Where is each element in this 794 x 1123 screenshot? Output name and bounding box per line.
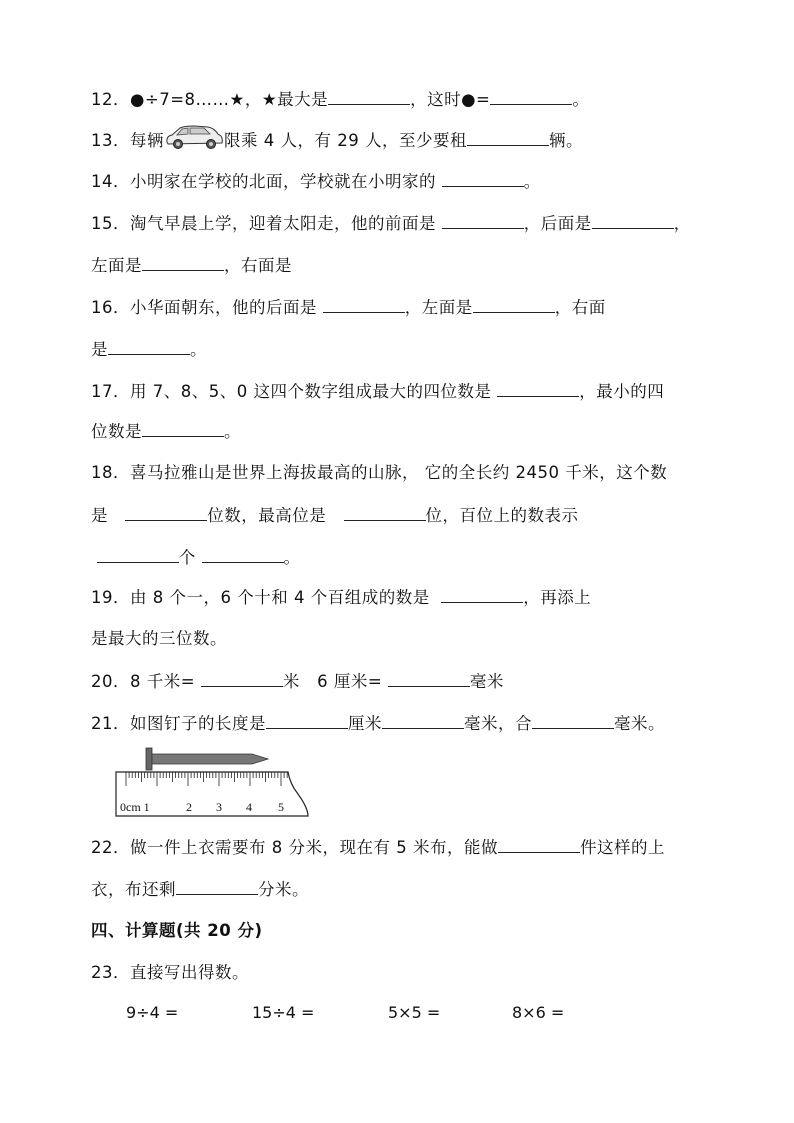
question-12: 12．●÷7=8……★，★最大是 ，这时●= 。: [91, 90, 590, 109]
answer-blank[interactable]: [388, 670, 470, 687]
answer-blank[interactable]: [382, 712, 464, 729]
question-17-line-2: 位数是 。: [91, 422, 241, 441]
answer-blank[interactable]: [532, 712, 614, 729]
question-16-line-1: 16．小华面朝东，他的后面是 ，左面是 ，右面: [91, 298, 606, 317]
answer-blank[interactable]: [592, 212, 674, 229]
answer-blank[interactable]: [490, 88, 572, 105]
question-13: 13．每辆 限乘 4 人，有 29 人，至少要租 辆。: [91, 128, 583, 152]
q12-text: 12．●÷7=8……★，★最大是: [91, 90, 329, 109]
question-21: 21．如图钉子的长度是 厘米 毫米，合 毫米。: [91, 714, 665, 733]
section-title: 四、计算题(共 20 分): [91, 921, 263, 940]
question-20: 20．8 千米= 米 6 厘米= 毫米: [91, 672, 504, 691]
question-18-line-1: 18．喜马拉雅山是世界上海拔最高的山脉， 它的全长约 2450 千米，这个数: [91, 463, 668, 482]
answer-blank[interactable]: [442, 212, 524, 229]
question-15-line-1: 15．淘气早晨上学，迎着太阳走，他的前面是 ，后面是 ，: [91, 214, 691, 233]
calc-item: 15÷4 =: [252, 1003, 315, 1022]
calc-item: 9÷4 =: [126, 1003, 179, 1022]
ruler-label: 0cm 1: [120, 800, 150, 814]
question-19-line-2: 是最大的三位数。: [91, 629, 227, 648]
question-18-line-2: 是 位数，最高位是 位，百位上的数表示: [91, 506, 579, 525]
answer-blank[interactable]: [201, 670, 283, 687]
answer-blank[interactable]: [142, 254, 224, 271]
answer-blank[interactable]: [498, 836, 580, 853]
answer-blank[interactable]: [497, 380, 579, 397]
question-19-line-1: 19．由 8 个一，6 个十和 4 个百组成的数是 ，再添上: [91, 588, 592, 607]
question-15-line-2: 左面是 ，右面是: [91, 256, 292, 275]
answer-blank[interactable]: [473, 296, 555, 313]
answer-blank[interactable]: [323, 296, 405, 313]
answer-blank[interactable]: [328, 88, 410, 105]
answer-blank[interactable]: [108, 338, 190, 355]
question-22-line-2: 衣，布还剩 分米。: [91, 880, 309, 899]
question-16-line-2: 是 。: [91, 340, 207, 359]
answer-blank[interactable]: [467, 129, 549, 146]
answer-blank[interactable]: [142, 420, 224, 437]
answer-blank[interactable]: [441, 586, 523, 603]
ruler-label: 2: [186, 800, 192, 814]
question-17-line-1: 17．用 7、8、5、0 这四个数字组成最大的四位数是 ，最小的四: [91, 382, 665, 401]
ruler-label: 5: [278, 800, 284, 814]
ruler-label: 4: [246, 800, 252, 814]
car-icon: [164, 128, 224, 150]
question-22-line-1: 22．做一件上衣需要布 8 分米，现在有 5 米布，能做 件这样的上: [91, 838, 665, 857]
nail-icon: [146, 748, 268, 770]
answer-blank[interactable]: [202, 546, 284, 563]
answer-blank[interactable]: [266, 712, 348, 729]
ruler-label: 3: [216, 800, 222, 814]
question-14: 14．小明家在学校的北面，学校就在小明家的 。: [91, 172, 541, 191]
answer-blank[interactable]: [442, 170, 524, 187]
question-18-line-3: 个 。: [91, 546, 301, 569]
nail-ruler-figure: [112, 744, 318, 822]
calc-item: 8×6 =: [512, 1003, 565, 1022]
answer-blank[interactable]: [97, 546, 179, 563]
answer-blank[interactable]: [176, 878, 258, 895]
answer-blank[interactable]: [344, 504, 426, 521]
calc-item: 5×5 =: [388, 1003, 441, 1022]
answer-blank[interactable]: [125, 504, 207, 521]
question-23-title: 23．直接写出得数。: [91, 963, 249, 982]
